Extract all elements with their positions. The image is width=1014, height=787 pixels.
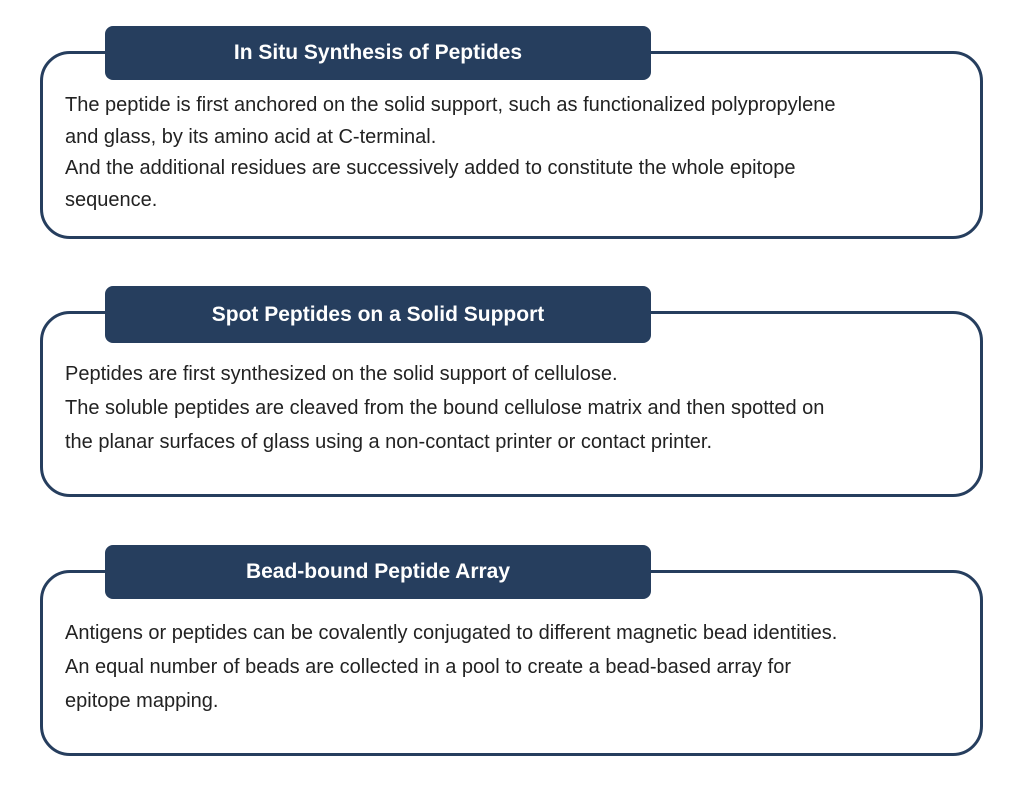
- text-line: The peptide is first anchored on the solid support, such as functionalized polypropylene: [65, 94, 836, 116]
- text-line: An equal number of beads are collected in a pool to create a bead-based array for: [65, 656, 792, 678]
- text-line: Peptides are first synthesized on the solid support of cellulose.: [65, 363, 618, 385]
- section-text-bead-bound: [65, 616, 837, 718]
- text-line: And the additional residues are successively added to constitute the whole epitope: [65, 157, 796, 179]
- text-line: sequence.: [65, 188, 158, 211]
- text-line: epitope mapping.: [65, 690, 219, 712]
- section-title-bead-bound: Bead-bound Peptide Array: [105, 545, 651, 599]
- text-line: The soluble peptides are cleaved from the bound cellulose matrix and then spotted on: [65, 397, 825, 419]
- text-line: the planar surfaces of glass using a non-contact printer or contact printer.: [65, 431, 713, 453]
- section-text-spot-peptides: [65, 357, 824, 459]
- text-line: and glass, by its amino acid at C-terminal.: [65, 125, 437, 148]
- text-line: Antigens or peptides can be covalently conjugated to different magnetic bead identities.: [65, 622, 838, 644]
- section-text-in-situ: [65, 90, 835, 216]
- section-title-spot-peptides: Spot Peptides on a Solid Support: [105, 286, 651, 343]
- section-title-in-situ: In Situ Synthesis of Peptides: [105, 26, 651, 80]
